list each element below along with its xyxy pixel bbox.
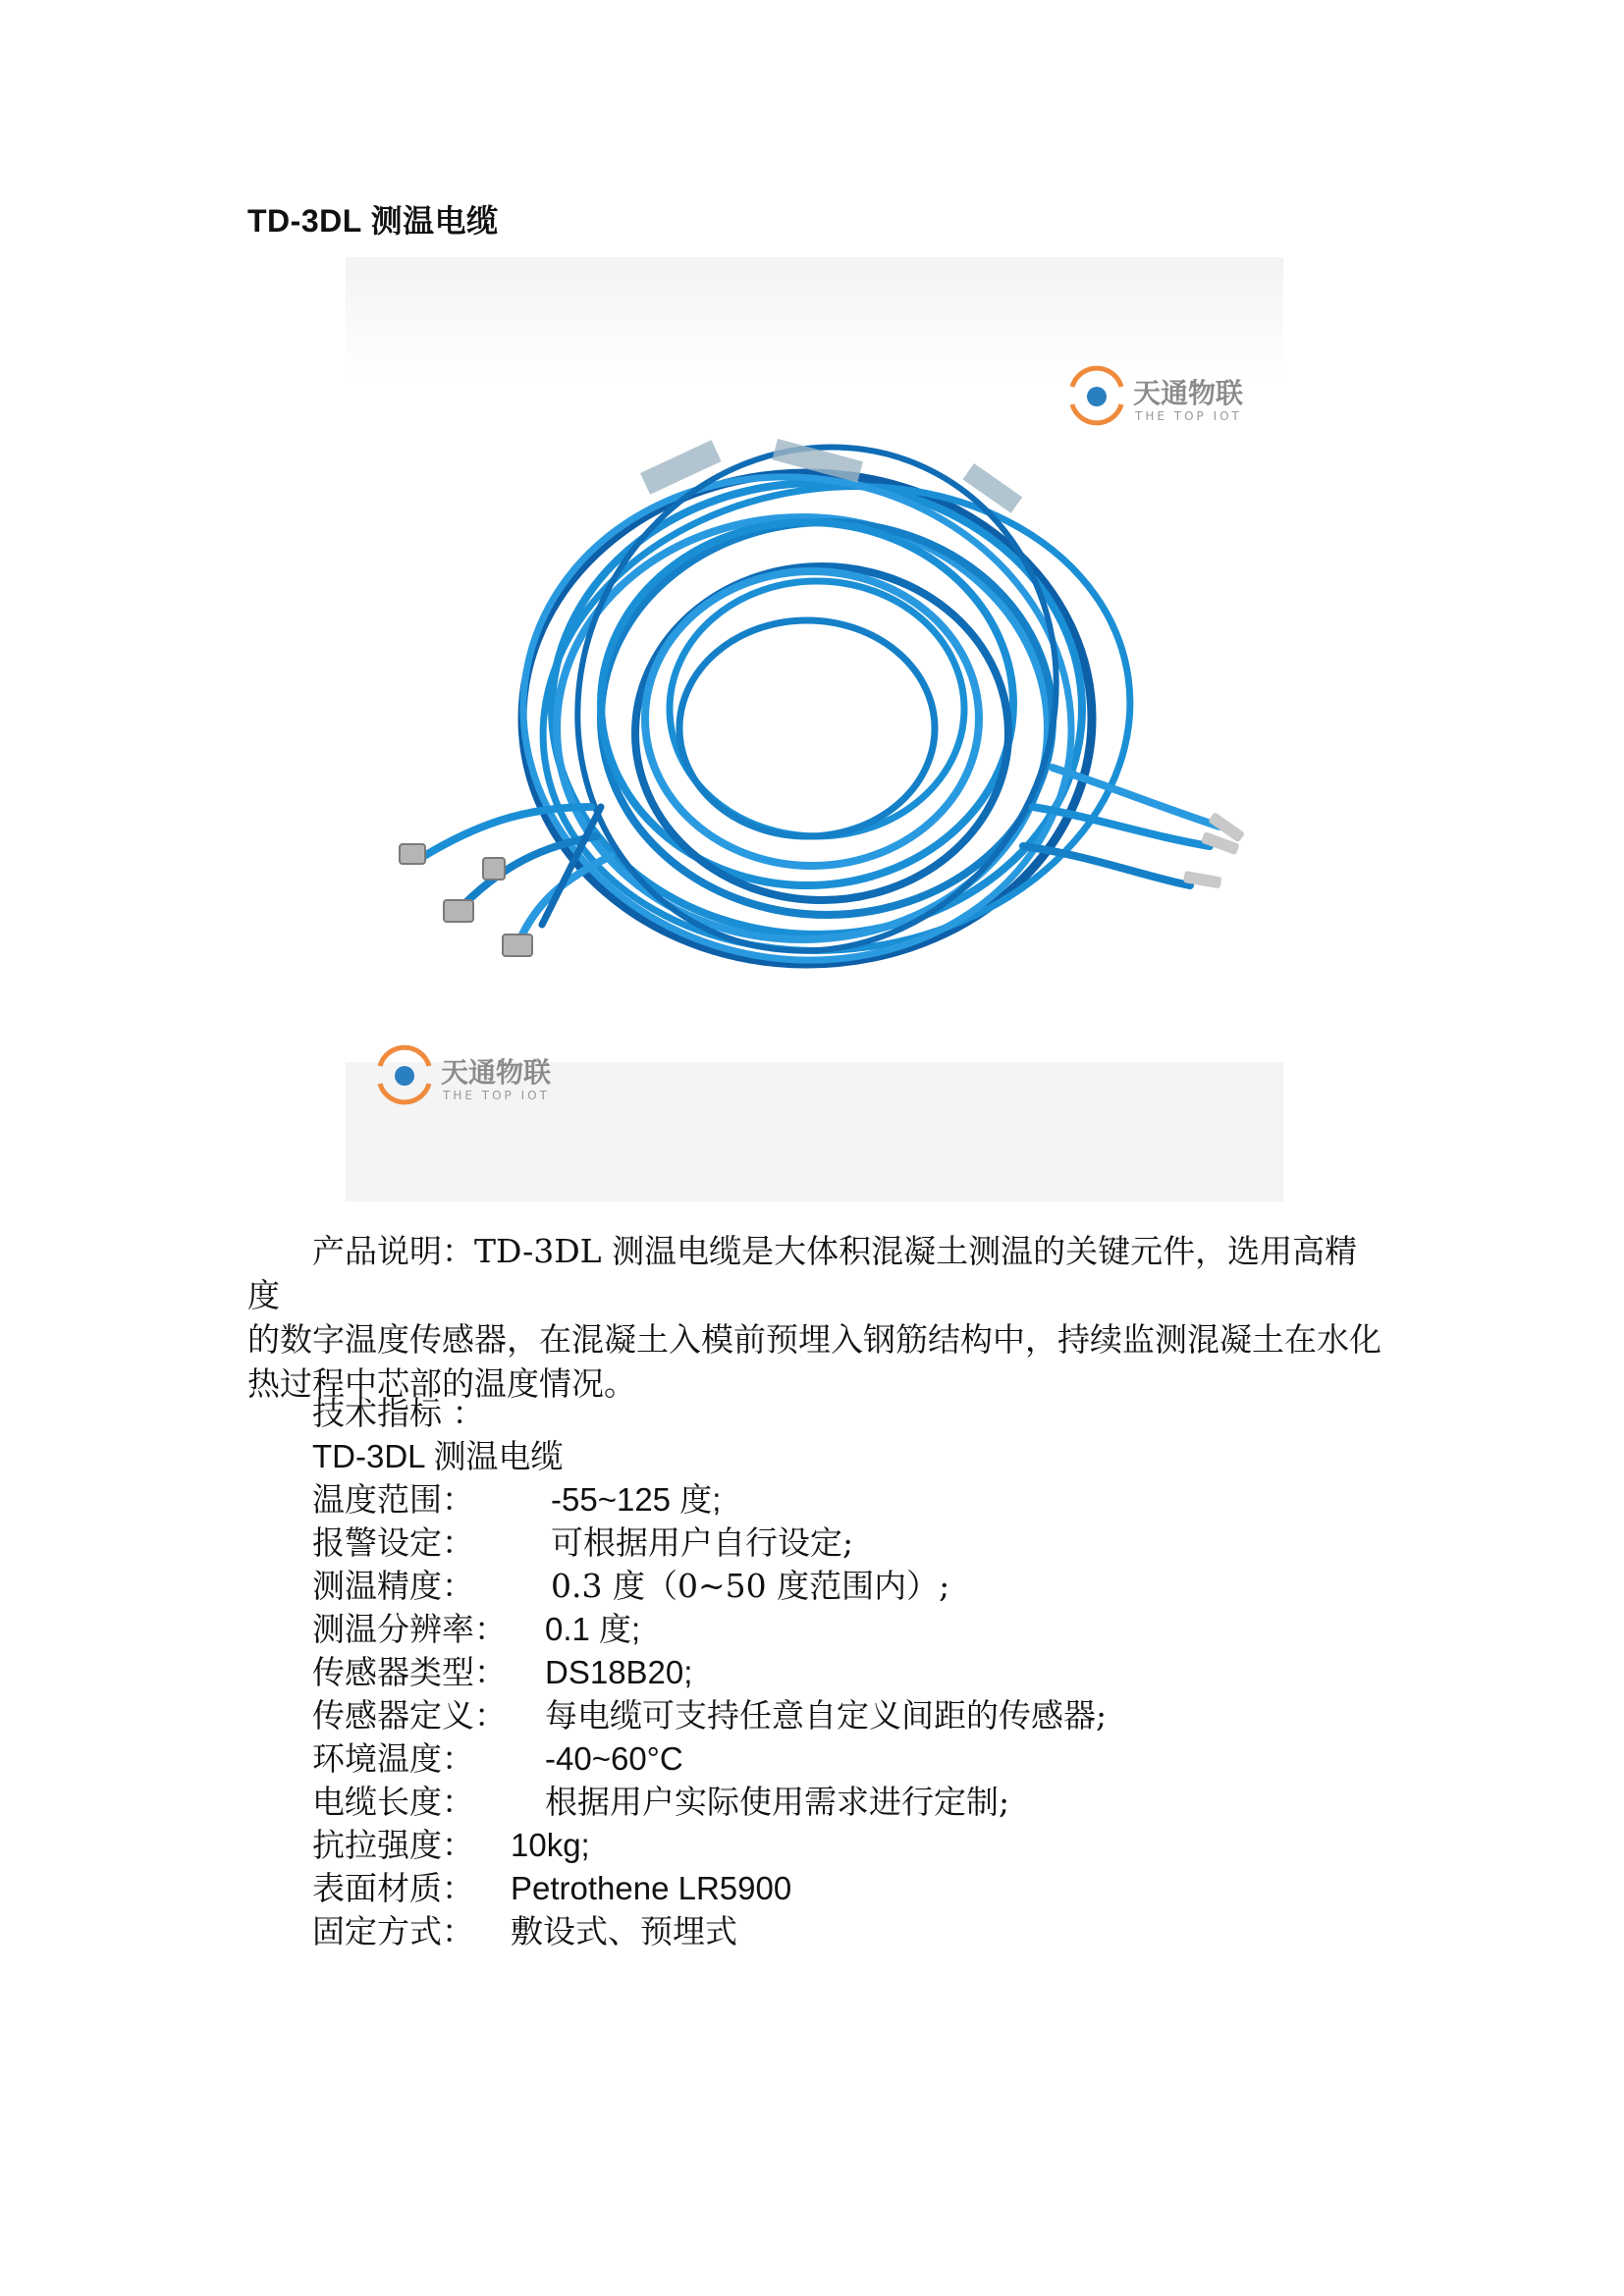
spec-label: 传感器类型： [312,1653,507,1691]
description-line: 的数字温度传感器，在混凝土入模前预埋入钢筋结构中，持续监测混凝土在水化 [247,1320,1381,1359]
watermark-sub: THE TOP IOT [443,1089,550,1102]
cable-connectors [400,844,532,956]
logo-eye-icon [395,1066,414,1086]
spec-value: 10kg; [511,1827,590,1863]
specs-model: TD-3DL 测温电缆 [312,1438,564,1474]
spec-label: 表面材质： [312,1869,474,1907]
spec-row [312,1694,1108,1737]
spec-value: Petrothene LR5900 [511,1870,792,1906]
spec-value: -40~60°C [545,1740,683,1777]
spec-value: 可根据用户自行设定; [551,1523,854,1562]
product-description [247,1229,1386,1406]
spec-value: 每电缆可支持任意自定义间距的传感器; [545,1696,1108,1735]
spec-row [312,1565,950,1608]
spec-label: 测温精度： [312,1567,474,1605]
spec-label: 传感器定义： [312,1696,507,1735]
spec-label: 电缆长度： [312,1783,474,1821]
spec-label: 环境温度： [312,1739,474,1778]
sensor-probes [1183,812,1245,888]
spec-value: -55~125 度; [551,1481,722,1518]
spec-row [312,1651,693,1694]
spec-label: 固定方式： [312,1912,474,1950]
specs-heading: 技术指标 ： [312,1394,485,1432]
photo-top-band [346,257,1283,380]
watermark-brand: 天通物联 [441,1056,552,1089]
spec-row [312,1910,737,1953]
logo-eye-icon [1087,387,1107,406]
spec-row [312,1608,641,1651]
spec-value: 根据用户实际使用需求进行定制; [545,1783,1010,1821]
spec-label: 测温分辨率： [312,1610,507,1648]
spec-row [312,1478,722,1522]
spec-row [312,1737,683,1781]
spec-value: 敷设式、预埋式 [511,1912,737,1950]
document-title: TD-3DL 测温电缆 [247,203,499,239]
watermark-sub: THE TOP IOT [1135,409,1242,423]
spec-value: DS18B20; [545,1654,693,1690]
spec-label: 抗拉强度： [312,1826,474,1864]
spec-row [312,1522,854,1565]
spec-value: 0.3 度（0~50 度范围内）; [551,1567,950,1605]
spec-row [312,1867,792,1910]
watermark-brand: 天通物联 [1133,377,1244,409]
spec-row [312,1824,590,1867]
spec-value: 0.1 度; [545,1611,641,1647]
product-photo [346,257,1283,1201]
spec-label: 温度范围： [312,1480,474,1519]
description-line: 产品说明：TD-3DL 测温电缆是大体积混凝土测温的关键元件，选用高精度 [247,1232,1358,1314]
spec-row [312,1781,1010,1824]
description-line: 热过程中芯部的温度情况。 [247,1364,636,1403]
spec-label: 报警设定： [312,1523,474,1562]
